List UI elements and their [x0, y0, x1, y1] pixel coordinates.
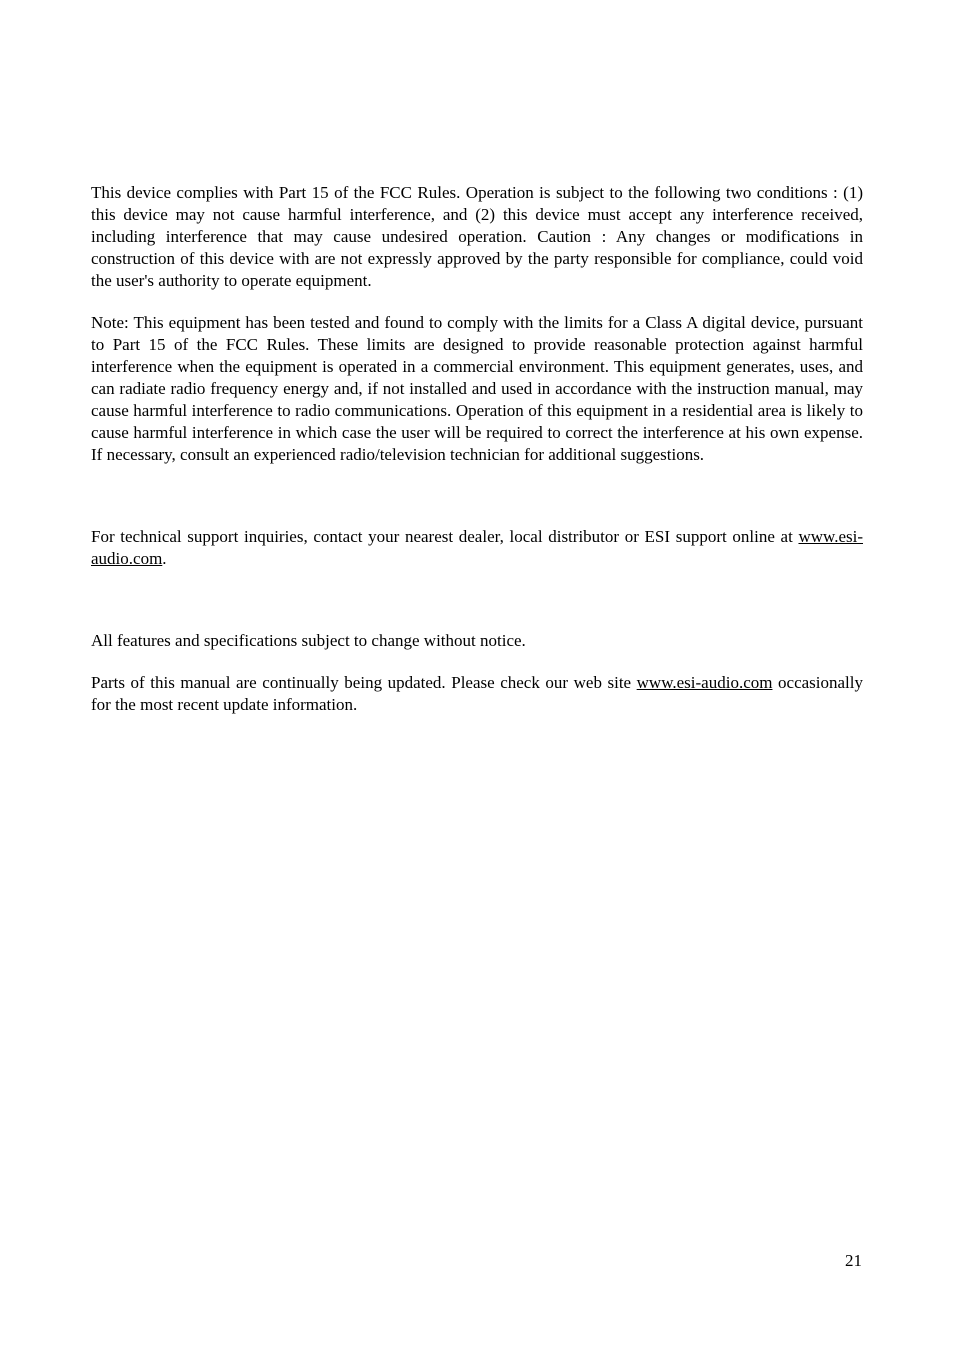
support-suffix: . [162, 549, 167, 568]
specifications-notice: All features and specifications subject to change without notice. [91, 631, 526, 650]
fcc-compliance-paragraph: This device complies with Part 15 of the FCC Rules. Operation is subject to the following two conditions : (1) this device may not cause harmful interference, and (2) this device must accept any interference received, including interference that may cause undesired operation. Caution : Any changes or modifications in construction of this device with are not expressly approved by the party responsible for compliance, could void the user's authority to operate equipment. [91, 183, 863, 290]
fcc-note-paragraph: Note: This equipment has been tested and found to comply with the limits for a Class A digital device, pursuant to Part 15 of the FCC Rules. These limits are designed to provide reasonable protection against harmful interference when the equipment is operated in a commercial environment. This equipment generates, uses, and can radiate radio frequency energy and, if not installed and used in accordance with the instruction manual, may cause harmful interference to radio communications. Operation of this equipment in a residential area is likely to cause harmful interference in which case the user will be required to correct the interference at his own expense. If necessary, consult an experienced radio/television technician for additional suggestions. [91, 313, 863, 464]
manual-update-website-link[interactable]: www.esi-audio.com [636, 673, 773, 692]
manual-update-text: Parts of this manual are continually being updated. Please check our web site [91, 673, 637, 692]
manual-update-suffix: occasionally for the most recent update information. [91, 673, 863, 714]
support-website-link[interactable]: www.esi-audio.com [91, 527, 863, 568]
page-number: 21 [845, 1251, 862, 1270]
manual-update-paragraph [91, 672, 863, 716]
support-text: For technical support inquiries, contact your nearest dealer, local distributor or ESI support online at [91, 527, 799, 546]
page-content [91, 182, 863, 716]
support-paragraph [91, 526, 863, 570]
